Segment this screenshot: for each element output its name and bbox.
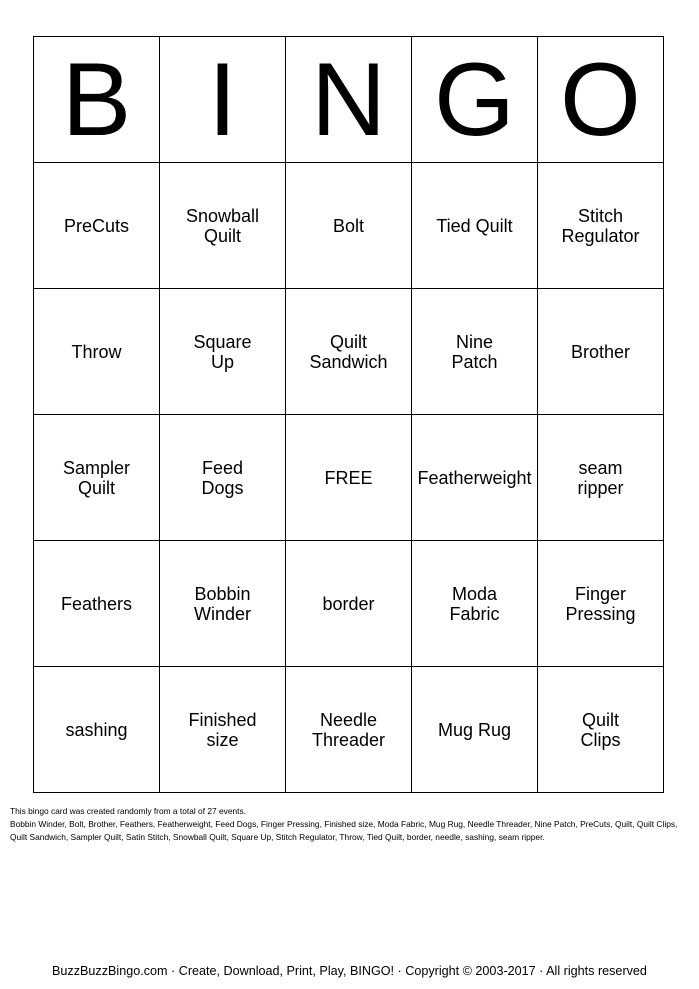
bingo-cell: Bobbin Winder xyxy=(160,541,286,667)
bingo-cell: Nine Patch xyxy=(412,289,538,415)
note-events: Bobbin Winder, Bolt, Brother, Feathers, Featherweight, Feed Dogs, Finger Pressing, Finished size, Moda Fabric, Mug Rug, Needle Threader, Nine Patch, PreCuts, Quilt, Quilt Clips, Quilt Sandwich, Sampler Quilt, Satin Stitch, Snowball Quilt, Square Up, Stitch Regulator, Throw, Tied Quilt, border, needle, sashing, seam ripper. xyxy=(10,819,678,842)
bingo-cell: Brother xyxy=(538,289,664,415)
card-row-4 xyxy=(34,541,664,667)
card-row-1 xyxy=(34,163,664,289)
bingo-cell: Feed Dogs xyxy=(160,415,286,541)
bingo-cell: Sampler Quilt xyxy=(34,415,160,541)
bingo-cell: Featherweight xyxy=(412,415,538,541)
card-row-2 xyxy=(34,289,664,415)
bingo-cell: Finished size xyxy=(160,667,286,793)
bingo-cell: seam ripper xyxy=(538,415,664,541)
header-letter-n: N xyxy=(286,37,412,163)
header-letter-g: G xyxy=(412,37,538,163)
bingo-cell: Tied Quilt xyxy=(412,163,538,289)
bingo-cell: Quilt Sandwich xyxy=(286,289,412,415)
bingo-cell: Throw xyxy=(34,289,160,415)
note-intro: This bingo card was created randomly from a total of 27 events. xyxy=(10,806,247,816)
copyright-footer: BuzzBuzzBingo.com · Create, Download, Print, Play, BINGO! · Copyright © 2003-2017 · All rights reserved xyxy=(52,964,647,978)
bingo-card xyxy=(33,36,664,793)
header-letter-b: B xyxy=(34,37,160,163)
bingo-cell: Stitch Regulator xyxy=(538,163,664,289)
header-letter-o: O xyxy=(538,37,664,163)
bingo-cell: Quilt Clips xyxy=(538,667,664,793)
header-row xyxy=(34,37,664,163)
bingo-cell: sashing xyxy=(34,667,160,793)
card-row-3 xyxy=(34,415,664,541)
bingo-cell: border xyxy=(286,541,412,667)
bingo-cell: Square Up xyxy=(160,289,286,415)
header-letter-i: I xyxy=(160,37,286,163)
bingo-cell: Moda Fabric xyxy=(412,541,538,667)
bingo-cell: Mug Rug xyxy=(412,667,538,793)
bingo-cell: Bolt xyxy=(286,163,412,289)
bingo-cell: Feathers xyxy=(34,541,160,667)
bingo-cell: Needle Threader xyxy=(286,667,412,793)
free-space-cell: FREE xyxy=(286,415,412,541)
event-list-note xyxy=(10,805,690,844)
card-row-5 xyxy=(34,667,664,793)
bingo-cell: PreCuts xyxy=(34,163,160,289)
bingo-cell: Finger Pressing xyxy=(538,541,664,667)
bingo-cell: Snowball Quilt xyxy=(160,163,286,289)
